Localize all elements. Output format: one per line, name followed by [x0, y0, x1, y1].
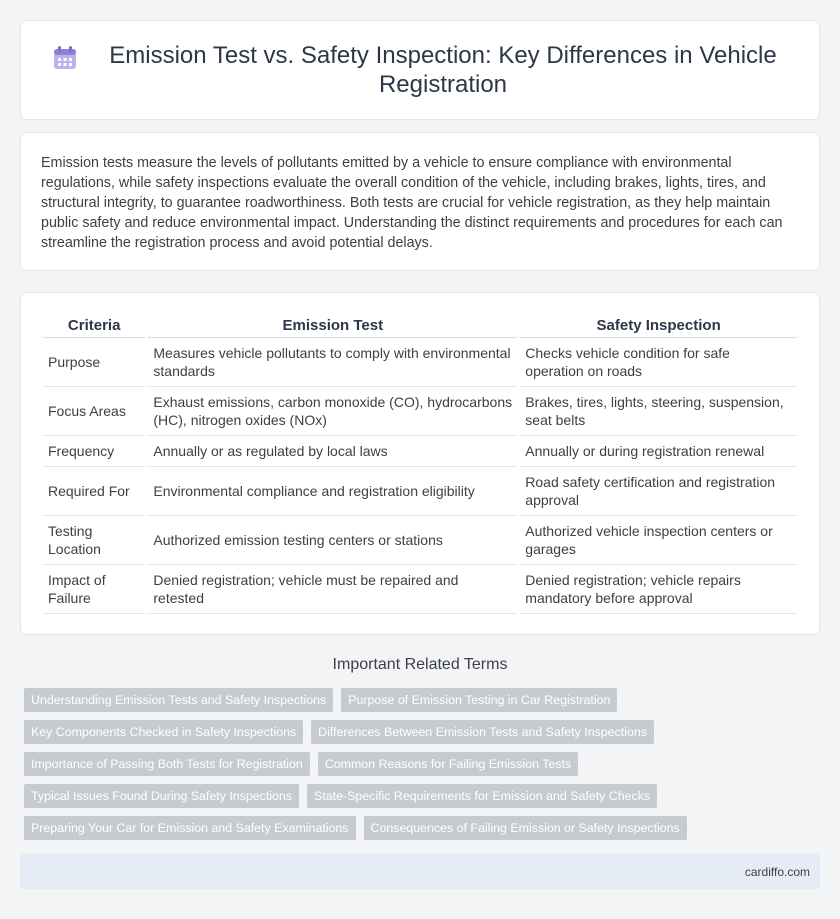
related-term-tag[interactable]: Understanding Emission Tests and Safety Inspections	[24, 688, 333, 712]
related-term-tag[interactable]: State-Specific Requirements for Emission and Safety Checks	[307, 784, 657, 808]
header-card	[20, 20, 820, 120]
table-row	[43, 337, 797, 386]
table-cell-criteria: Focus Areas	[43, 386, 147, 435]
related-term-tag[interactable]: Importance of Passing Both Tests for Registration	[24, 752, 310, 776]
table-cell-safety: Annually or during registration renewal	[519, 435, 797, 466]
table-row	[43, 564, 797, 613]
table-cell-safety: Brakes, tires, lights, steering, suspension, seat belts	[519, 386, 797, 435]
table-cell-emission: Measures vehicle pollutants to comply with environmental standards	[147, 337, 519, 386]
related-terms-title: Important Related Terms	[332, 656, 508, 673]
related-term-tag[interactable]: Typical Issues Found During Safety Inspections	[24, 784, 299, 808]
table-row	[43, 435, 797, 466]
table-cell-criteria: Impact of Failure	[43, 564, 147, 613]
table-cell-safety: Denied registration; vehicle repairs mandatory before approval	[519, 564, 797, 613]
table-cell-criteria: Purpose	[43, 337, 147, 386]
intro-card	[20, 132, 820, 271]
related-term-tag[interactable]: Differences Between Emission Tests and Safety Inspections	[311, 720, 654, 744]
page-title: Emission Test vs. Safety Inspection: Key Differences in Vehicle Registration	[109, 42, 777, 98]
table-cell-emission: Authorized emission testing centers or stations	[147, 515, 519, 564]
table-cell-safety: Checks vehicle condition for safe operation on roads	[519, 337, 797, 386]
column-header-criteria: Criteria	[43, 313, 147, 337]
table-cell-emission: Annually or as regulated by local laws	[147, 435, 519, 466]
related-term-tag[interactable]: Common Reasons for Failing Emission Tests	[318, 752, 578, 776]
calendar-icon	[52, 45, 78, 71]
column-header-safety-inspection: Safety Inspection	[519, 313, 797, 337]
table-cell-criteria: Required For	[43, 466, 147, 515]
related-term-tag[interactable]: Key Components Checked in Safety Inspections	[24, 720, 303, 744]
related-term-tag[interactable]: Purpose of Emission Testing in Car Registration	[341, 688, 617, 712]
table-cell-emission: Environmental compliance and registration eligibility	[147, 466, 519, 515]
table-cell-emission: Denied registration; vehicle must be repaired and retested	[147, 564, 519, 613]
related-terms-list	[24, 688, 824, 848]
table-cell-criteria: Frequency	[43, 435, 147, 466]
table-row	[43, 466, 797, 515]
table-cell-emission: Exhaust emissions, carbon monoxide (CO), hydrocarbons (HC), nitrogen oxides (NOx)	[147, 386, 519, 435]
related-term-tag[interactable]: Preparing Your Car for Emission and Safety Examinations	[24, 816, 356, 840]
related-term-tag[interactable]: Consequences of Failing Emission or Safety Inspections	[364, 816, 687, 840]
intro-paragraph: Emission tests measure the levels of pollutants emitted by a vehicle to ensure compliance with environmental regulations, while safety inspections evaluate the overall condition of the vehicle, including brakes, lights, tires, and structural integrity, to guarantee roadworthiness. Both tests are crucial for vehicle registration, as they help maintain public safety and reduce environmental impact. Understanding the distinct requirements and procedures for each can streamline the registration process and avoid potential delays.	[41, 155, 783, 251]
table-cell-safety: Road safety certification and registration approval	[519, 466, 797, 515]
table-cell-safety: Authorized vehicle inspection centers or garages	[519, 515, 797, 564]
comparison-table-card	[20, 292, 820, 635]
table-row	[43, 515, 797, 564]
table-row	[43, 386, 797, 435]
table-cell-criteria: Testing Location	[43, 515, 147, 564]
comparison-table	[43, 313, 797, 614]
table-header-row	[43, 313, 797, 337]
footer	[20, 854, 820, 889]
column-header-emission-test: Emission Test	[147, 313, 519, 337]
footer-brand[interactable]: cardiffo.com	[744, 864, 810, 879]
